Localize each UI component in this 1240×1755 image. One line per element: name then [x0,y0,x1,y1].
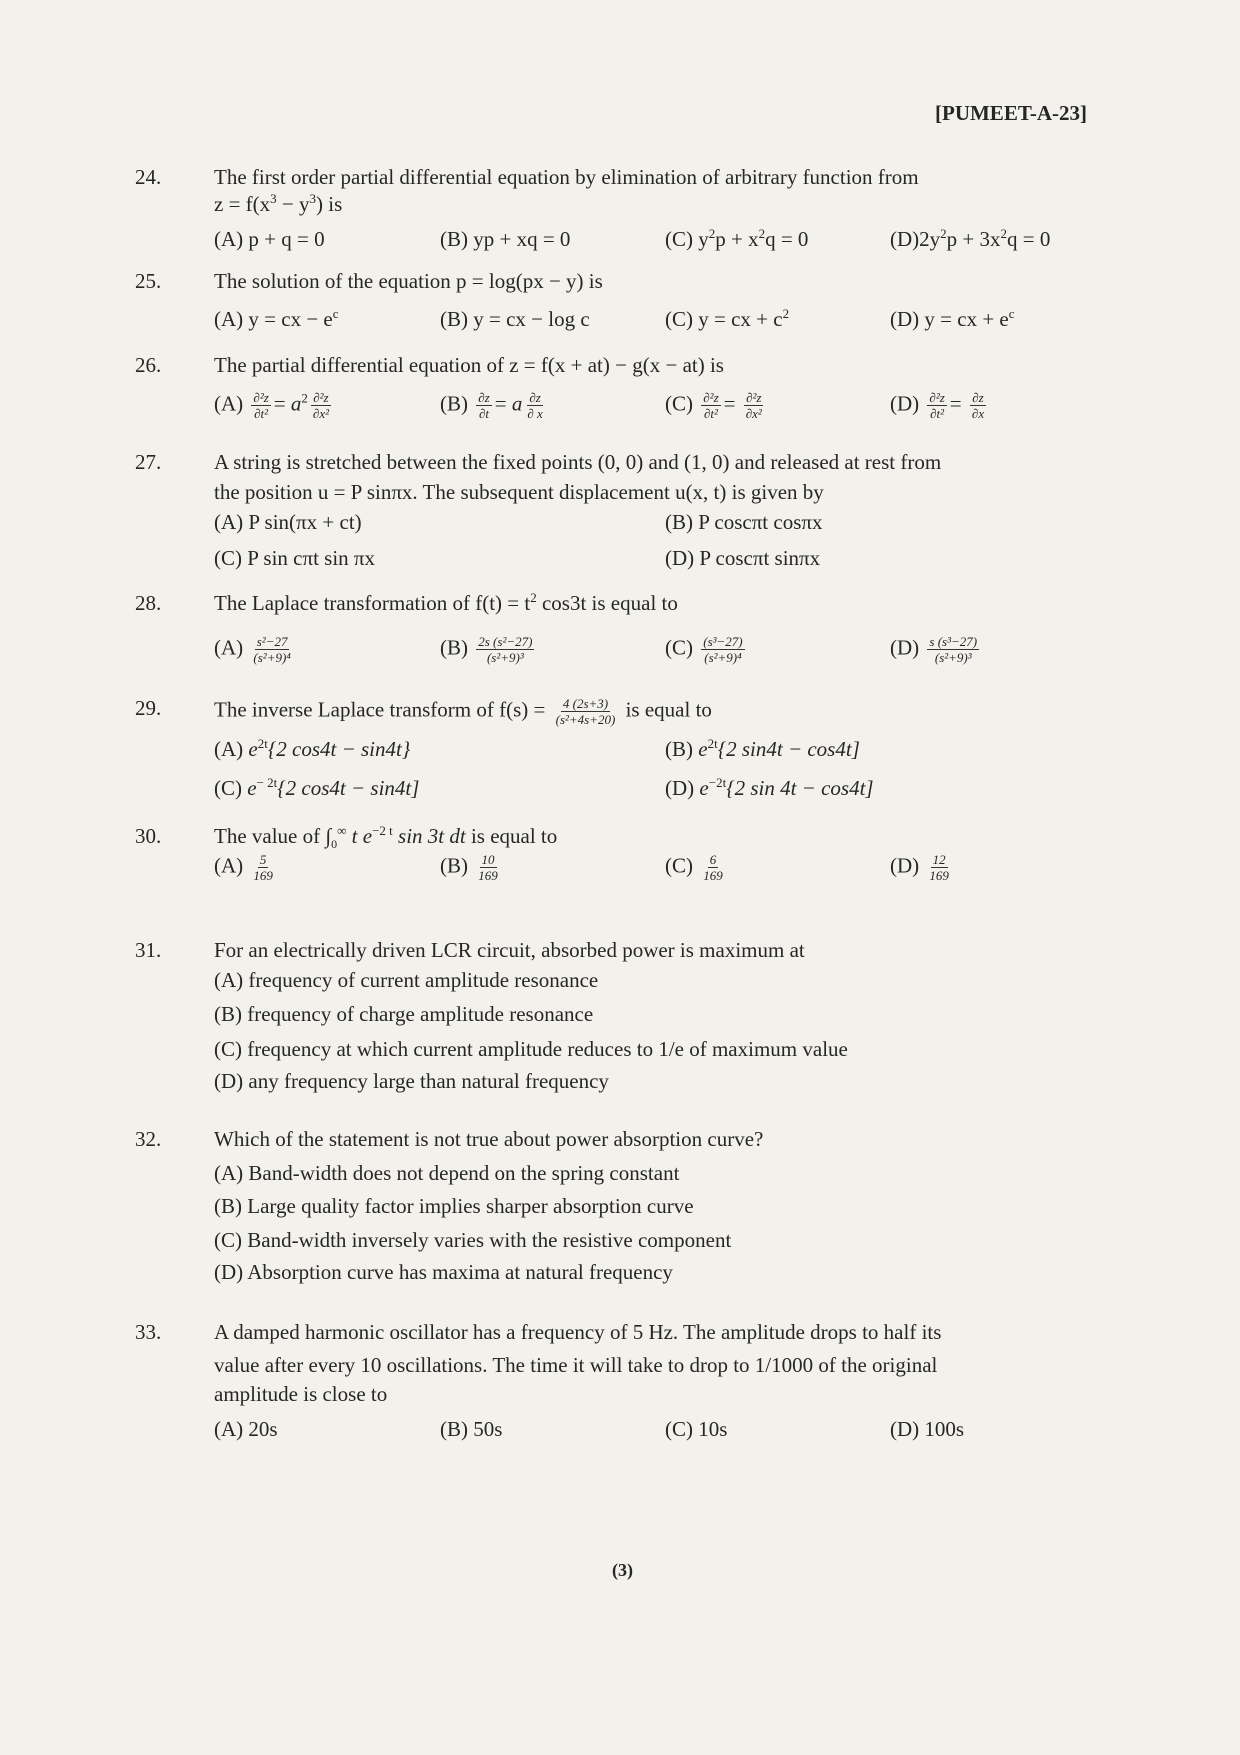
fraction [554,696,618,727]
text-segment: = [949,391,967,416]
answer-option-c [665,852,728,883]
answer-option-a [214,510,362,534]
fraction-numerator: (s³−27) [703,634,743,649]
answer-option-d [665,546,820,570]
question-text [214,353,724,377]
answer-option-a [214,634,296,665]
answer-option-b [440,390,548,421]
math-segment: e [248,737,258,761]
fraction [927,852,951,883]
math-segment: e [698,737,708,761]
fraction-denominator: ∂x [971,406,985,421]
math-segment: {2 cos4t − sin4t] [277,776,420,800]
question-text [214,696,712,727]
superscript: 2t [707,736,718,751]
fraction-numerator: ∂²z [703,390,719,405]
text-segment: The value of ∫ [214,824,332,848]
text-segment: The first order partial differential equation by elimination of arbitrary function from [214,165,919,189]
answer-option-c [214,1037,848,1061]
question-text [214,450,941,474]
text-segment: (A) Band-width does not depend on the spring constant [214,1161,680,1185]
text-segment: p + x [715,227,759,251]
fraction [476,634,534,665]
question-number: 30. [135,824,162,848]
fraction-numerator: 10 [481,852,495,867]
text-segment: Which of the statement is not true about power absorption curve? [214,1127,764,1151]
text-segment: (B) 50s [440,1417,503,1441]
answer-option-c [214,1228,731,1252]
superscript: 2 [1000,226,1007,241]
fraction-denominator: (s²+9)⁴ [253,650,291,665]
answer-option-d [890,390,989,421]
answer-option-c [665,227,808,251]
text-segment: (B) Large quality factor implies sharper absorption curve [214,1194,694,1218]
fraction-denominator: ∂ x [527,406,543,421]
answer-option-c [665,307,789,331]
superscript: c [1008,306,1015,321]
question-text [214,1320,941,1344]
superscript: 2t [257,736,268,751]
fraction-denominator: (s²+9)³ [934,650,972,665]
subscript: 0 [331,837,338,851]
fraction [744,390,764,421]
text-segment: (C) [665,391,699,416]
fraction-denominator: ∂x² [745,406,762,421]
fraction-denominator: ∂t [478,406,490,421]
answer-option-c [665,634,748,665]
text-segment: (C) 10s [665,1417,728,1441]
question-text [214,269,603,293]
answer-option-c [665,390,767,421]
answer-option-a [214,737,410,761]
question-number: 26. [135,353,162,377]
text-segment: (D) [665,776,700,800]
fraction-denominator: 169 [253,868,273,883]
superscript: −2t [708,775,727,790]
fraction-denominator: 169 [703,868,723,883]
fraction [476,852,500,883]
question-text [214,480,824,504]
question-text [214,938,805,962]
paper-code: [PUMEET-A-23] [935,101,1088,125]
superscript: 2 [301,390,308,406]
text-segment: (A) P sin(πx + ct) [214,510,362,534]
fraction-numerator: s²−27 [256,634,288,649]
answer-option-a [214,968,598,992]
text-segment: q = 0 [765,227,809,251]
fraction-numerator: 6 [709,852,717,867]
superscript: 2 [530,590,537,605]
text-segment: − y [276,192,310,216]
fraction-numerator: ∂²z [746,390,762,405]
answer-option-a [214,1161,679,1185]
answer-option-a [214,227,325,251]
question-text [214,1127,763,1151]
question-text [214,192,342,216]
text-segment: (A) y = cx − e [214,307,333,331]
text-segment: For an electrically driven LCR circuit, absorbed power is maximum at [214,938,805,962]
text-segment: q = 0 [1007,227,1051,251]
question-text [214,165,919,189]
answer-option-d [890,634,982,665]
question-number: 32. [135,1127,162,1151]
text-segment: = [494,391,512,416]
question-number: 29. [135,696,162,720]
fraction [927,634,979,665]
text-segment: The inverse Laplace transform of f(s) = [214,697,551,722]
text-segment: (A) [214,737,249,761]
text-segment: = [273,391,291,416]
math-segment: e [699,776,709,800]
question-text [214,591,678,615]
text-segment: (D) any frequency large than natural frequency [214,1069,609,1093]
text-segment: (D) 100s [890,1417,965,1441]
text-segment: (C) P sin cπt sin πx [214,546,376,570]
fraction-numerator: 5 [259,852,267,867]
text-segment: (A) frequency of current amplitude resonance [214,968,599,992]
math-segment: e [247,776,257,800]
superscript: 3 [270,191,277,206]
text-segment: (D) Absorption curve has maxima at natural frequency [214,1260,673,1284]
answer-option-d [890,227,1050,251]
fraction [525,390,544,421]
fraction [476,390,491,421]
text-segment: The solution of the equation p = log(px − y) is [214,269,603,293]
answer-option-a [214,852,278,883]
fraction [251,634,292,665]
fraction-numerator: 4 (2s+3) [562,696,609,711]
fraction-numerator: ∂²z [929,390,945,405]
text-segment: (A) p + q = 0 [214,227,325,251]
text-segment: amplitude is close to [214,1382,388,1406]
question-number: 31. [135,938,162,962]
superscript: −2 t [372,823,393,838]
answer-option-d [890,307,1015,331]
fraction-numerator: s (s³−27) [929,634,978,649]
text-segment: (A) [214,635,249,660]
superscript: 2 [782,306,790,321]
fraction-denominator: ∂t² [254,406,269,421]
question-number: 24. [135,165,162,189]
answer-option-b [440,307,590,331]
fraction-denominator: (s²+4s+20) [555,712,616,727]
text-segment: (B) y = cx − log c [440,307,590,331]
fraction [311,390,331,421]
math-segment: {2 sin4t − cos4t] [717,737,860,761]
answer-option-b [665,510,823,534]
fraction [701,852,725,883]
superscript: 3 [309,191,316,206]
fraction-denominator: ∂t² [703,406,718,421]
answer-option-b [440,852,503,883]
fraction-denominator: (s²+9)⁴ [704,650,742,665]
text-segment: (B) yp + xq = 0 [440,227,571,251]
fraction-numerator: ∂²z [253,390,269,405]
text-segment: (A) [214,391,249,416]
answer-option-c [214,776,419,800]
fraction-numerator: 2s (s²−27) [478,634,533,649]
question-number: 28. [135,591,162,615]
superscript: − 2t [256,775,278,790]
fraction-numerator: ∂²z [313,390,329,405]
fraction [251,390,270,421]
math-segment: a [290,391,302,416]
superscript: ∞ [337,823,347,838]
text-segment: A string is stretched between the fixed points (0, 0) and (1, 0) and released at rest from [214,450,942,474]
fraction-numerator: ∂z [972,390,984,405]
page-number: (3) [612,1560,633,1580]
text-segment: (D) [890,635,925,660]
question-text [214,1353,937,1377]
fraction [251,852,275,883]
text-segment: (C) y [665,227,709,251]
fraction-numerator: ∂z [478,390,490,405]
text-segment: is equal to [620,697,712,722]
answer-option-c [665,1417,727,1441]
math-segment: a [511,391,523,416]
text-segment: The partial differential equation of z = f(x + at) − g(x − at) is [214,353,724,377]
fraction-denominator: (s²+9)³ [486,650,524,665]
text-segment: (B) [440,635,474,660]
text-segment: ) is [316,192,343,216]
text-segment: (B) [440,391,474,416]
text-segment: cos3t is equal to [536,591,678,615]
text-segment: z = f(x [214,192,271,216]
answer-option-b [440,227,570,251]
text-segment: (D)2y [890,227,941,251]
answer-option-b [665,737,860,761]
answer-option-d [890,1417,964,1441]
answer-option-b [214,1002,593,1026]
text-segment: the position u = P sinπx. The subsequent displacement u(x, t) is given by [214,480,824,504]
text-segment: (A) 20s [214,1417,278,1441]
question-number: 25. [135,269,162,293]
text-segment: (A) [214,853,249,878]
text-segment: (C) y = cx + c [665,307,783,331]
superscript: c [332,306,339,321]
fraction-denominator: 169 [478,868,498,883]
answer-option-d [665,776,874,800]
answer-option-a [214,307,339,331]
answer-option-a [214,390,334,421]
math-segment: sin 3t dt [392,824,466,848]
question-number: 33. [135,1320,162,1344]
superscript: 2 [758,226,766,241]
answer-option-d [214,1260,673,1284]
text-segment: = [723,391,741,416]
text-segment: The Laplace transformation of f(t) = t [214,591,531,615]
fraction [970,390,986,421]
text-segment: (B) [440,853,474,878]
math-segment: {2 sin 4t − cos4t] [726,776,874,800]
text-segment: (D) [890,853,925,878]
answer-option-c [214,546,375,570]
fraction-denominator: ∂t² [930,406,945,421]
text-segment: (C) Band-width inversely varies with the resistive component [214,1228,732,1252]
text-segment: (B) frequency of charge amplitude resonance [214,1002,594,1026]
fraction [701,634,744,665]
text-segment: (C) frequency at which current amplitude reduces to 1/e of maximum value [214,1037,848,1061]
answer-option-d [890,852,954,883]
fraction [927,390,946,421]
question-number: 27. [135,450,162,474]
text-segment: (C) [665,635,699,660]
fraction-denominator: 169 [929,868,949,883]
answer-option-b [440,634,537,665]
superscript: 2 [708,226,716,241]
text-segment: (B) [665,737,699,761]
answer-option-b [214,1194,694,1218]
math-segment: {2 cos4t − sin4t} [267,737,411,761]
answer-option-a [214,1417,278,1441]
text-segment: (D) [890,391,925,416]
text-segment: value after every 10 oscillations. The time it will take to drop to 1/1000 of the original [214,1353,938,1377]
question-text [214,823,558,851]
text-segment: (C) [665,853,699,878]
superscript: 2 [940,226,947,241]
fraction-denominator: ∂x² [312,406,329,421]
question-text [214,1382,387,1406]
text-segment: p + 3x [946,227,1001,251]
text-segment: (D) y = cx + e [890,307,1009,331]
math-segment: t e [346,824,373,848]
fraction-numerator: ∂z [529,390,541,405]
answer-option-d [214,1069,609,1093]
answer-option-b [440,1417,502,1441]
text-segment: is equal to [465,824,558,848]
text-segment: A damped harmonic oscillator has a frequency of 5 Hz. The amplitude drops to half its [214,1320,942,1344]
text-segment: (B) P coscπt cosπx [665,510,823,534]
text-segment: (D) P coscπt sinπx [665,546,821,570]
fraction [701,390,720,421]
fraction-numerator: 12 [932,852,946,867]
text-segment: (C) [214,776,248,800]
